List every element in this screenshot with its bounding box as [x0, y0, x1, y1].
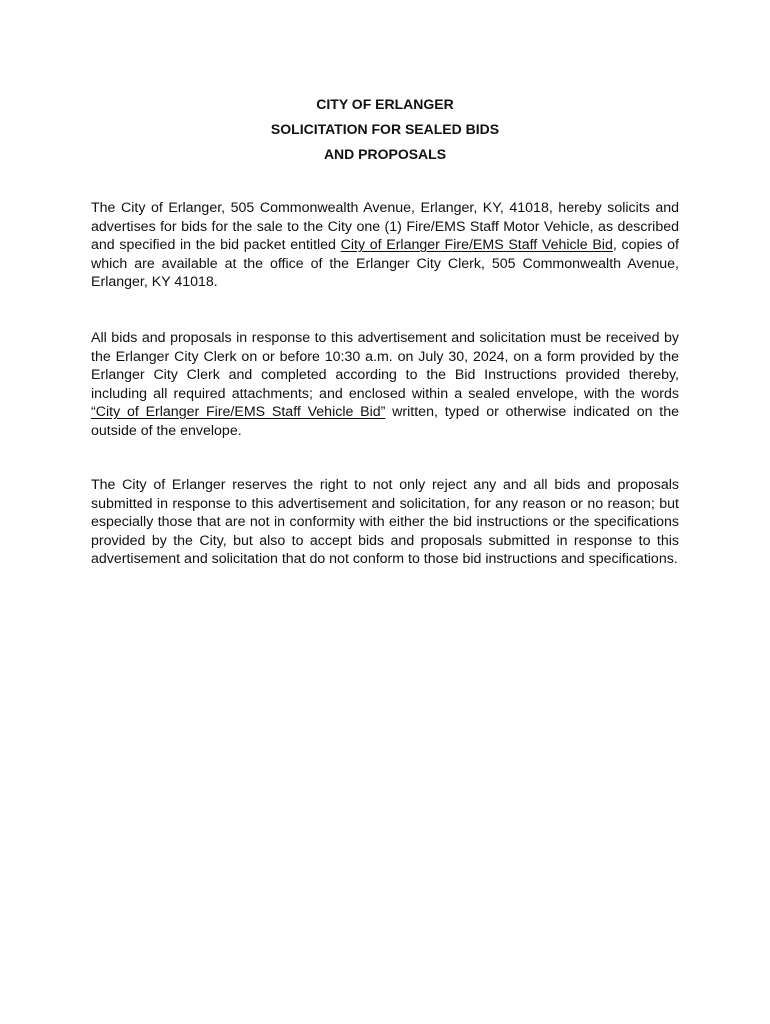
paragraph-submission-requirements — [91, 329, 679, 440]
paragraph2-text-start: All bids and proposals in response to this advertisement and solicitation must be received by the Erlanger City Clerk on or before 10:30 a.m. on July 30, 2024, on a form provided by the Erlanger City Clerk and completed according to the Bid Instructions provided thereby, including all required attachments; and enclosed within a sealed envelope, with the words — [91, 330, 679, 402]
paragraph-bid-announcement — [91, 199, 679, 292]
bid-packet-title-underlined: City of Erlanger Fire/EMS Staff Vehicle Bid — [340, 237, 613, 253]
paragraph1-text-start: The City of Erlanger, 505 Commonwealth Avenue, Erlanger, KY, 41018, hereby solicits and advertises for bids for the sale to the City one (1) Fire/EMS Staff Motor Vehicle, as described and specified in the bid packet entitled — [91, 200, 679, 253]
heading-solicitation-title: SOLICITATION FOR SEALED BIDS — [270, 121, 500, 137]
paragraph-reservation-of-rights: The City of Erlanger reserves the right to not only reject any and all bids and proposals submitted in response to this advertisement and solicitation, for any reason or no reason; but especially those that are not in conformity with either the bid instructions or the specifications provided by the City, but also to accept bids and proposals submitted in response to this advertisement and solicitation that do not conform to those bid instructions and specifications. — [91, 477, 679, 567]
paragraph1-text-end: , copies of which are available at the office of the Erlanger City Clerk, 505 Commonwealth Avenue, Erlanger, KY 41018. — [91, 237, 679, 290]
envelope-label-underlined: “City of Erlanger Fire/EMS Staff Vehicle Bid” — [91, 404, 386, 420]
paragraph2-text-end: written, typed or otherwise indicated on the outside of the envelope. — [91, 404, 679, 439]
heading-city-name: CITY OF ERLANGER — [316, 96, 454, 112]
heading-subtitle: AND PROPOSALS — [323, 146, 447, 162]
document-heading — [0, 92, 770, 167]
